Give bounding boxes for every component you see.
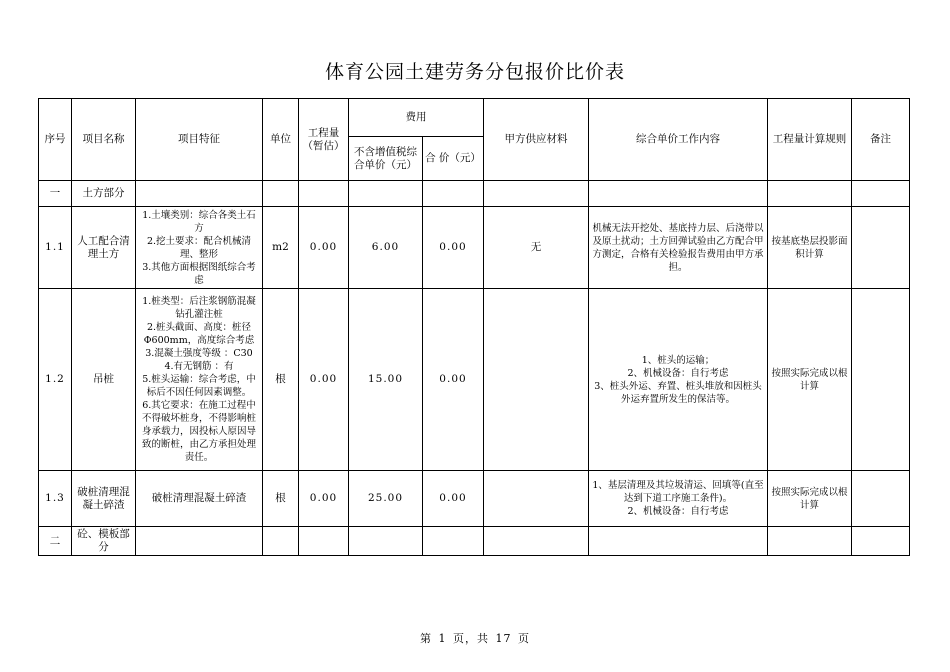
cell-work-content: 1、基层清理及其垃圾清运、回填等(直至达到下道工序施工条件)。 2、机械设备：自行考虑 [589,471,768,527]
cell-unit-price [349,181,423,207]
cell-owner-material: 无 [484,207,589,289]
cell-work-content [589,527,768,556]
cell-total [423,527,484,556]
footer-label-3: 页 [518,632,530,645]
cell-qty: 0.00 [299,289,349,471]
footer-page-num: 1 [438,632,447,645]
cell-work-content: 机械无法开挖处、基底持力层、后浇带以及原土扰动；土方回弹试验由乙方配合甲方测定，合格有关检验报告费用由甲方承担。 [589,207,768,289]
cell-seq: 1.3 [39,471,72,527]
header-qty: 工程量（暂估） [299,99,349,181]
cell-name: 土方部分 [72,181,136,207]
cell-remark [852,289,910,471]
cell-total: 0.00 [423,207,484,289]
cell-seq: 二 [39,527,72,556]
cell-seq: 1.1 [39,207,72,289]
cell-qty [299,181,349,207]
header-remark: 备注 [852,99,910,181]
cell-calc-rule: 按基底垫层投影面积计算 [768,207,852,289]
cell-name: 破桩清理混凝土碎渣 [72,471,136,527]
cell-owner-material [484,527,589,556]
cell-name: 砼、模板部分 [72,527,136,556]
cell-remark [852,207,910,289]
cell-seq: 1.2 [39,289,72,471]
header-fee: 费用 [349,99,484,137]
table-row [39,181,910,207]
cell-unit [263,181,299,207]
cell-total: 0.00 [423,471,484,527]
footer-label-1: 第 [420,632,432,645]
footer-page-total: 17 [495,632,512,645]
header-work-content: 综合单价工作内容 [589,99,768,181]
cell-feature: 1.桩类型：后注浆钢筋混凝钻孔灌注桩 2.桩头截面、高度：桩径Φ600mm，高度综合考虑 3.混凝土强度等级 ：C30 4.有无钢筋 ：有 5.桩头运输：综合考虑，中标后不因任何因素调整。 6.其它要求：在施工过程中不得破坏桩身，不得影响桩身承载力，因投标人原因导致的断桩，由乙方承担处理责任。 [136,289,263,471]
cell-unit-price: 15.00 [349,289,423,471]
cell-name: 人工配合清理土方 [72,207,136,289]
table-row [39,471,910,527]
cell-feature: 1.土壤类别：综合各类土石方 2.挖土要求：配合机械清理、整形 3.其他方面根据图纸综合考虑 [136,207,263,289]
footer-label-2: 页，共 [453,632,489,645]
cell-name: 吊桩 [72,289,136,471]
cell-total: 0.00 [423,289,484,471]
cell-feature [136,181,263,207]
page-footer [0,630,950,646]
cell-remark [852,181,910,207]
cell-calc-rule [768,181,852,207]
cell-unit-price: 25.00 [349,471,423,527]
header-seq: 序号 [39,99,72,181]
cell-owner-material [484,471,589,527]
cell-owner-material [484,289,589,471]
table-row [39,289,910,471]
cell-work-content: 1、桩头的运输； 2、机械设备：自行考虑 3、桩头外运、弃置、桩头堆放和因桩头外运弃置所发生的保洁等。 [589,289,768,471]
cell-qty: 0.00 [299,471,349,527]
header-feature: 项目特征 [136,99,263,181]
cell-calc-rule: 按照实际完成以根计算 [768,289,852,471]
header-unit-price: 不含增值税综合单价（元） [349,137,423,181]
cell-feature [136,527,263,556]
table-row [39,527,910,556]
cell-unit-price [349,527,423,556]
table-row [39,207,910,289]
cell-qty [299,527,349,556]
page-title: 体育公园土建劳务分包报价比价表 [324,61,625,83]
header-owner-material: 甲方供应材料 [484,99,589,181]
cell-remark [852,527,910,556]
header-calc-rule: 工程量计算规则 [768,99,852,181]
cell-owner-material [484,181,589,207]
cell-qty: 0.00 [299,207,349,289]
cell-unit: 根 [263,471,299,527]
cell-calc-rule [768,527,852,556]
cell-seq: 一 [39,181,72,207]
quotation-table [38,98,910,556]
header-name: 项目名称 [72,99,136,181]
cell-calc-rule: 按照实际完成以根计算 [768,471,852,527]
cell-feature: 破桩清理混凝土碎渣 [136,471,263,527]
cell-unit: m2 [263,207,299,289]
header-total: 合 价（元） [423,137,484,181]
cell-unit [263,527,299,556]
cell-remark [852,471,910,527]
cell-total [423,181,484,207]
cell-unit-price: 6.00 [349,207,423,289]
cell-unit: 根 [263,289,299,471]
header-unit: 单位 [263,99,299,181]
cell-work-content [589,181,768,207]
